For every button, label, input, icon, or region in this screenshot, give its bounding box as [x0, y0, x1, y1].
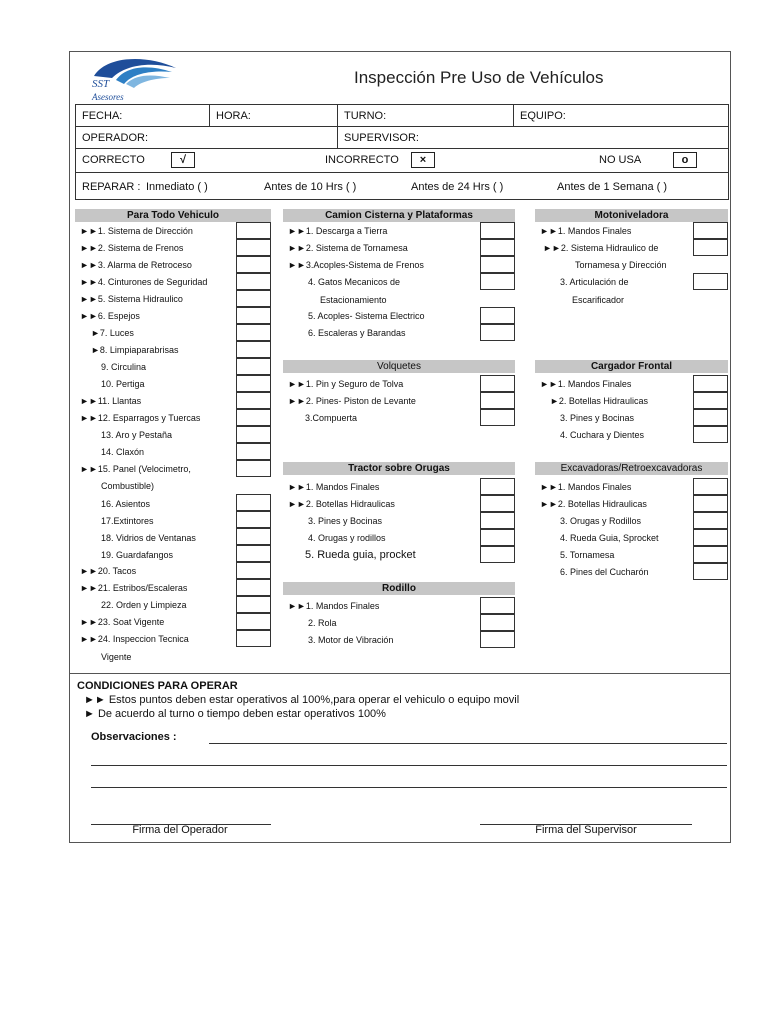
- checklist-item: 4. Orugas y rodillos: [308, 533, 386, 543]
- checklist-item: 18. Vidrios de Ventanas: [101, 533, 196, 543]
- section-header-excavadoras: Excavadoras/Retroexcavadoras: [535, 462, 728, 475]
- checklist-item: ►►4. Cinturones de Seguridad: [80, 277, 208, 287]
- incorrecto-mark: ×: [411, 152, 435, 168]
- checklist-item: 5. Acoples- Sistema Electrico: [308, 311, 425, 321]
- checklist-item: ►►15. Panel (Velocimetro,: [80, 464, 191, 474]
- checkbox[interactable]: [480, 222, 515, 239]
- checkbox[interactable]: [480, 495, 515, 512]
- checklist-item: ►►2. Botellas Hidraulicas: [540, 499, 647, 509]
- checkbox[interactable]: [236, 358, 271, 375]
- hora-field[interactable]: [210, 105, 338, 126]
- checkbox[interactable]: [236, 579, 271, 596]
- checklist-item: 5. Tornamesa: [560, 550, 615, 560]
- checklist-item: 2. Rola: [308, 618, 337, 628]
- checklist-item: 4. Gatos Mecanicos de: [308, 277, 401, 287]
- checklist-item: 19. Guardafangos: [101, 550, 174, 560]
- section-divider: [69, 673, 731, 674]
- checklist-item: ►►1. Pin y Seguro de Tolva: [288, 379, 404, 389]
- checkbox[interactable]: [693, 512, 728, 529]
- checkbox[interactable]: [693, 546, 728, 563]
- checkbox[interactable]: [236, 290, 271, 307]
- operador-label: OPERADOR:: [82, 132, 149, 144]
- checklist-item: ►►2. Sistema Hidraulico de: [543, 243, 659, 253]
- checkbox[interactable]: [236, 511, 271, 528]
- section-header-camion-cisterna: Camion Cisterna y Plataformas: [283, 209, 515, 222]
- checkbox[interactable]: [236, 324, 271, 341]
- checkbox[interactable]: [236, 443, 271, 460]
- section-header-cargador-frontal: Cargador Frontal: [535, 360, 728, 373]
- checkbox[interactable]: [236, 273, 271, 290]
- checkbox[interactable]: [236, 307, 271, 324]
- checkbox[interactable]: [693, 563, 728, 580]
- checkbox[interactable]: [236, 630, 271, 647]
- checklist-item: ►►1. Mandos Finales: [288, 601, 380, 611]
- checkbox[interactable]: [480, 375, 515, 392]
- checkbox[interactable]: [480, 324, 515, 341]
- checklist-item: ►►12. Esparragos y Tuercas: [80, 413, 201, 423]
- checkbox[interactable]: [693, 478, 728, 495]
- section-header-motoniveladora: Motoniveladora: [535, 209, 728, 222]
- checkbox[interactable]: [480, 529, 515, 546]
- fecha-label: FECHA:: [82, 110, 123, 122]
- checkbox[interactable]: [480, 256, 515, 273]
- observaciones-label: Observaciones :: [91, 731, 177, 743]
- checklist-item: 6. Pines del Cucharón: [560, 567, 649, 577]
- checkbox[interactable]: [480, 392, 515, 409]
- logo-text-sst: SST: [92, 78, 110, 90]
- checklist-item: ►►2. Pines- Piston de Levante: [288, 396, 416, 406]
- checklist-item: 4. Rueda Guia, Sprocket: [560, 533, 659, 543]
- checkbox[interactable]: [693, 495, 728, 512]
- checkbox[interactable]: [236, 409, 271, 426]
- header-row-2: [75, 126, 729, 149]
- hora-label: HORA:: [216, 110, 251, 122]
- checklist-item: 22. Orden y Limpieza: [101, 600, 187, 610]
- supervisor-field[interactable]: [338, 127, 728, 148]
- checkbox[interactable]: [693, 392, 728, 409]
- checkbox[interactable]: [236, 613, 271, 630]
- checklist-item: ►►21. Estribos/Escaleras: [80, 583, 188, 593]
- checkbox[interactable]: [236, 392, 271, 409]
- checkbox[interactable]: [693, 529, 728, 546]
- checklist-item: ►►3.Acoples-Sistema de Frenos: [288, 260, 424, 270]
- section-header-todo-vehiculo: Para Todo Vehiculo: [75, 209, 271, 222]
- checklist-item: 9. Circulina: [101, 362, 147, 372]
- checkbox[interactable]: [480, 273, 515, 290]
- equipo-field[interactable]: [514, 105, 728, 126]
- sst-logo: [86, 54, 182, 104]
- checklist-item: ►►6. Espejos: [80, 311, 140, 321]
- checklist-item: Escarificador: [572, 295, 625, 305]
- checkbox[interactable]: [480, 239, 515, 256]
- correcto-label: CORRECTO: [82, 154, 145, 166]
- checklist-item: 6. Escaleras y Barandas: [308, 328, 406, 338]
- checklist-item: 3.Compuerta: [305, 413, 358, 423]
- checklist-item: 4. Cuchara y Dientes: [560, 430, 645, 440]
- firma-operador-label: Firma del Operador: [132, 824, 228, 836]
- checkbox[interactable]: [693, 239, 728, 256]
- checklist-item: 10. Pertiga: [101, 379, 145, 389]
- checkbox[interactable]: [236, 375, 271, 392]
- checkbox[interactable]: [236, 341, 271, 358]
- checkbox[interactable]: [693, 409, 728, 426]
- checklist-item: 3. Pines y Bocinas: [308, 516, 383, 526]
- checkbox[interactable]: [236, 545, 271, 562]
- checklist-item: ►►24. Inspeccion Tecnica: [80, 634, 189, 644]
- conditions-line-2: ► De acuerdo al turno o tiempo deben estar operativos 100%: [84, 708, 386, 720]
- turno-field[interactable]: [338, 105, 514, 126]
- reparar-24hrs[interactable]: Antes de 24 Hrs ( ): [411, 181, 504, 193]
- checkbox[interactable]: [693, 426, 728, 443]
- incorrecto-label: INCORRECTO: [325, 154, 399, 166]
- checkbox[interactable]: [236, 460, 271, 477]
- checkbox[interactable]: [480, 614, 515, 631]
- checklist-item: ►►23. Soat Vigente: [80, 617, 165, 627]
- checklist-item: Tornamesa y Dirección: [575, 260, 667, 270]
- nouso-mark: o: [673, 152, 697, 168]
- logo-text-asesores: Asesores: [92, 92, 124, 102]
- checklist-item: ►►1. Sistema de Dirección: [80, 226, 193, 236]
- checklist-item: Combustible): [101, 481, 155, 491]
- checklist-item: Estacionamiento: [320, 295, 387, 305]
- supervisor-label: SUPERVISOR:: [344, 132, 419, 144]
- checklist-item: 14. Claxón: [101, 447, 145, 457]
- checkbox[interactable]: [480, 512, 515, 529]
- checklist-item: 17.Extintores: [101, 516, 154, 526]
- checkbox[interactable]: [480, 597, 515, 614]
- reparar-inmediato[interactable]: Inmediato ( ): [146, 181, 208, 193]
- checklist-item: ►►1. Mandos Finales: [540, 482, 632, 492]
- checkbox[interactable]: [693, 375, 728, 392]
- form-title: Inspección Pre Uso de Vehículos: [354, 68, 604, 87]
- observaciones-line[interactable]: [209, 743, 727, 744]
- nouso-label: NO USA: [599, 154, 642, 166]
- checkbox[interactable]: [480, 631, 515, 648]
- correcto-mark: √: [171, 152, 195, 168]
- checklist-item: ►►2. Sistema de Tornamesa: [288, 243, 408, 253]
- section-header-volquetes: Volquetes: [283, 360, 515, 373]
- checklist-item: ►►11. Llantas: [80, 396, 142, 406]
- conditions-title: CONDICIONES PARA OPERAR: [77, 680, 238, 692]
- checklist-item: 3. Pines y Bocinas: [560, 413, 635, 423]
- checkbox[interactable]: [480, 478, 515, 495]
- checklist-item: ►►2. Sistema de Frenos: [80, 243, 184, 253]
- checklist-item: 16. Asientos: [101, 499, 151, 509]
- checklist-item: ►►3. Alarma de Retroceso: [80, 260, 192, 270]
- checklist-item: ►►1. Descarga a Tierra: [288, 226, 388, 236]
- checklist-item: 3. Orugas y Rodillos: [560, 516, 642, 526]
- checklist-item: 3. Motor de Vibración: [308, 635, 394, 645]
- observaciones-line[interactable]: [91, 787, 727, 788]
- checklist-item: 3. Articulación de: [560, 277, 629, 287]
- checkbox[interactable]: [693, 273, 728, 290]
- checklist-item: ►8. Limpiaparabrisas: [91, 345, 179, 355]
- checklist-item: ►►1. Mandos Finales: [540, 379, 632, 389]
- checklist-item: ►►1. Mandos Finales: [288, 482, 380, 492]
- checkbox[interactable]: [236, 562, 271, 579]
- checklist-item: ►►20. Tacos: [80, 566, 137, 576]
- checkbox[interactable]: [236, 426, 271, 443]
- checkbox[interactable]: [236, 528, 271, 545]
- checklist-item: ►►1. Mandos Finales: [540, 226, 632, 236]
- reparar-10hrs[interactable]: Antes de 10 Hrs ( ): [264, 181, 357, 193]
- fecha-field[interactable]: [76, 105, 210, 126]
- reparar-1semana[interactable]: Antes de 1 Semana ( ): [557, 181, 668, 193]
- checkbox[interactable]: [236, 239, 271, 256]
- checklist-item: Vigente: [101, 652, 132, 662]
- section-header-tractor-orugas: Tractor sobre Orugas: [283, 462, 515, 475]
- checkbox[interactable]: [236, 596, 271, 613]
- firma-supervisor-label: Firma del Supervisor: [535, 824, 637, 836]
- checklist-item: 5. Rueda guia, procket: [305, 549, 416, 561]
- operador-field[interactable]: [76, 127, 338, 148]
- checklist-item: ►7. Luces: [91, 328, 134, 338]
- observaciones-line[interactable]: [91, 765, 727, 766]
- checklist-item: ►2. Botellas Hidraulicas: [550, 396, 648, 406]
- checkbox[interactable]: [236, 256, 271, 273]
- checklist-item: ►►2. Botellas Hidraulicas: [288, 499, 395, 509]
- checkbox[interactable]: [480, 409, 515, 426]
- turno-label: TURNO:: [344, 110, 387, 122]
- header-row-1: [75, 104, 729, 127]
- section-header-rodillo: Rodillo: [283, 582, 515, 595]
- checkbox[interactable]: [693, 222, 728, 239]
- reparar-label: REPARAR :: [82, 181, 141, 193]
- equipo-label: EQUIPO:: [520, 110, 566, 122]
- checkbox[interactable]: [480, 546, 515, 563]
- checkbox[interactable]: [236, 494, 271, 511]
- checklist-item: 13. Aro y Pestaña: [101, 430, 173, 440]
- checkbox[interactable]: [236, 222, 271, 239]
- checklist-item: ►►5. Sistema Hidraulico: [80, 294, 183, 304]
- conditions-line-1: ►► Estos puntos deben estar operativos al 100%,para operar el vehiculo o equipo movil: [84, 694, 520, 706]
- checkbox[interactable]: [480, 307, 515, 324]
